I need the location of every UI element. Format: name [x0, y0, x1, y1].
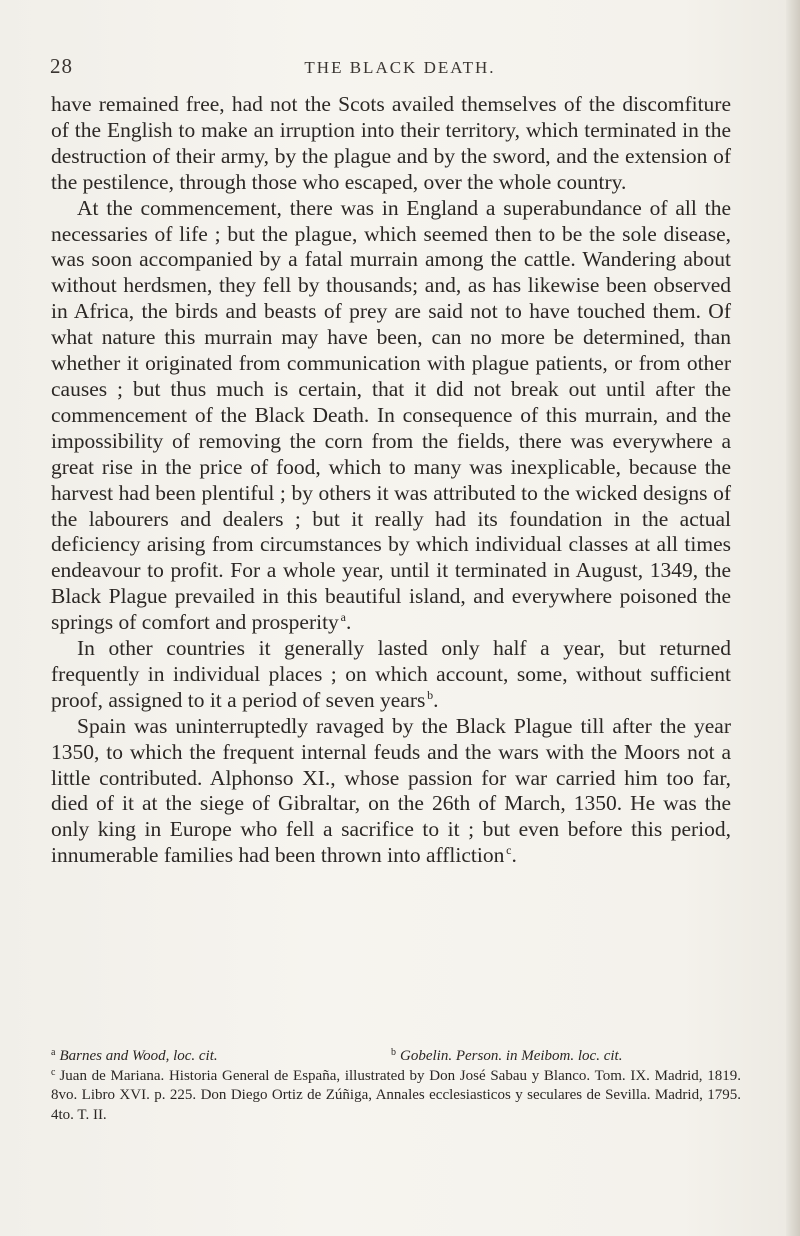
footnote-a-text: Barnes and Wood, loc. cit. [59, 1048, 218, 1064]
page-header [0, 52, 800, 82]
paragraph-4-period: . [511, 843, 517, 868]
footnote-c-text: Juan de Mariana. Historia General de España, illustrated by Don José Sabau y Blanco. Tom. IX. Madrid, 1819. 8vo. Libro XVI. p. 225. Don Diego Ortiz de Zúñiga, Annales ecclesiasticos y seculares de Sevilla. Madrid, 1795. 4to. T. II. [51, 1067, 741, 1123]
paragraph-1: have remained free, had not the Scots availed themselves of the discomfiture of the English to make an irruption into their territory, which terminated in the destruction of their army, by the plague and by the sword, and the extension of the pestilence, through those who escaped, over the whole country. [51, 92, 731, 194]
page-number: 28 [50, 54, 73, 78]
footnote-row-ab [51, 1047, 741, 1067]
body-text [51, 92, 731, 869]
paragraph-4 [51, 714, 731, 869]
paragraph-3 [51, 636, 731, 714]
paragraph-3-text: In other countries it generally lasted only half a year, but returned frequently in individual places ; on which account, some, without sufficient proof, assigned to it a period of seven years [51, 636, 731, 712]
footnote-c [51, 1067, 741, 1126]
footnote-b [391, 1047, 741, 1067]
footnote-b-mark: b [391, 1047, 396, 1058]
paragraph-4-text: Spain was uninterruptedly ravaged by the Black Plague till after the year 1350, to which the frequent internal feuds and the wars with the Moors not a little contributed. Alphonso XI., whose passion for war carried him too far, died of it at the siege of Gibraltar, on the 26th of March, 1350. He was the only king in Europe who fell a sacrifice to it ; but even before this period, innumerable families had been thrown into affliction [51, 713, 731, 868]
footnote-ref-a[interactable]: a [340, 610, 346, 625]
footnote-ref-b[interactable]: b [427, 687, 434, 702]
footnotes [51, 1047, 741, 1125]
paragraph-2-text: At the commencement, there was in England a superabundance of all the necessaries of life ; but the plague, which seemed then to be the sole disease, was soon accompanied by a fatal murrain among the cattle. Wandering about without herdsmen, they fell by thousands; and, as has likewise been observed in Africa, the birds and beasts of prey are said not to have touched them. Of what nature this murrain may have been, can no more be determined, than whether it originated from communication with plague patients, or from other causes ; but thus much is certain, that it did not break out until after the commencement of the Black Death. In consequence of this murrain, and the impossibility of removing the corn from the fields, there was everywhere a great rise in the price of food, which to many was inexplicable, because the harvest had been plentiful ; by others it was attributed to the wicked designs of the labourers and dealers ; but it really had its foundation in the actual deficiency arising from circumstances by which individual classes at all times endeavour to profit. For a whole year, until it terminated in August, 1349, the Black Plague prevailed in this beautiful island, and everywhere poisoned the springs of comfort and prosperity [51, 195, 731, 635]
paragraph-3-period: . [433, 687, 439, 712]
footnote-ref-c[interactable]: c [506, 843, 512, 858]
footnote-a [51, 1047, 391, 1067]
footnote-b-text: Gobelin. Person. in Meibom. loc. cit. [400, 1048, 623, 1064]
footnote-c-mark: c [51, 1066, 56, 1078]
running-title: THE BLACK DEATH. [304, 58, 496, 77]
footnote-a-mark: a [51, 1047, 56, 1058]
page-edge-shadow [786, 0, 800, 1236]
paragraph-2 [51, 196, 731, 636]
paragraph-2-period: . [345, 610, 352, 635]
